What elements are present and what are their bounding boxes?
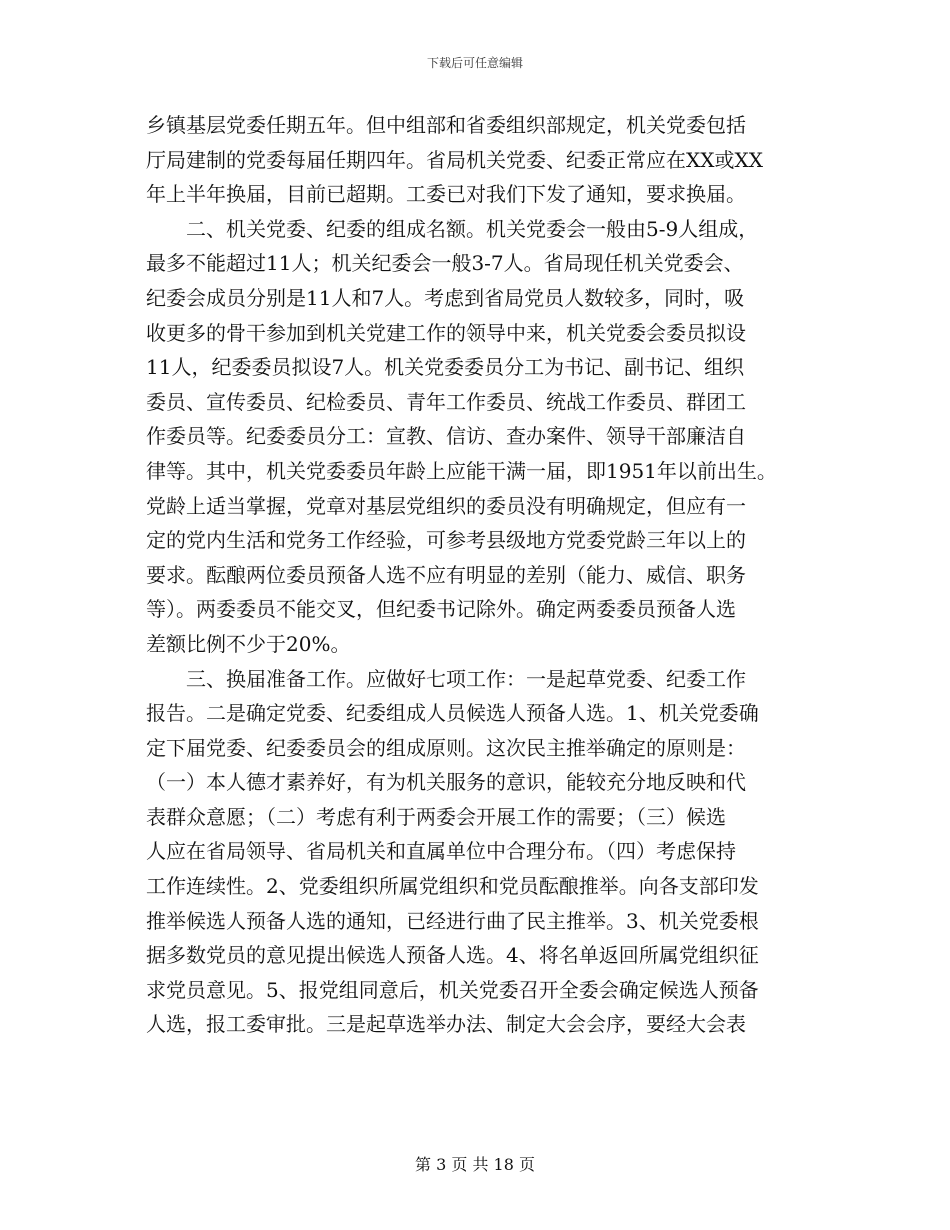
page-number-footer: 第 3 页 共 18 页: [415, 1155, 535, 1174]
body-line: 等）。两委委员不能交叉，但纪委书记除外。确定两委委员预备人选: [146, 597, 736, 622]
body-line: 定的党内生活和党务工作经验，可参考县级地方党委党龄三年以上的: [146, 528, 746, 553]
body-line: 工作连续性。2、党委组织所属党组织和党员酝酿推举。向各支部印发: [146, 874, 759, 899]
body-line: 年上半年换届，目前已超期。工委已对我们下发了通知，要求换届。: [146, 182, 746, 207]
body-line: （一）本人德才素养好，有为机关服务的意识，能较充分地反映和代: [146, 770, 746, 795]
body-line: 差额比例不少于20%。: [146, 631, 351, 656]
body-line: 表群众意愿；（二）考虑有利于两委会开展工作的需要；（三）候选: [146, 804, 726, 829]
body-line: 要求。酝酿两位委员预备人选不应有明显的差别（能力、威信、职务: [146, 562, 746, 587]
body-line: 人选，报工委审批。三是起草选举办法、制定大会会序，要经大会表: [146, 1012, 746, 1037]
document-body: [146, 108, 816, 1042]
body-line: 最多不能超过11人；机关纪委会一般3-7人。省局现任机关党委会、: [146, 251, 744, 276]
body-line: 报告。二是确定党委、纪委组成人员候选人预备人选。1、机关党委确: [146, 701, 759, 726]
body-line: 推举候选人预备人选的通知，已经进行曲了民主推举。3、机关党委根: [146, 908, 759, 933]
body-line: 二、机关党委、纪委的组成名额。机关党委会一般由5-9人组成，: [146, 216, 759, 241]
body-line: 党龄上适当掌握，党章对基层党组织的委员没有明确规定，但应有一: [146, 493, 746, 518]
body-line: 厅局建制的党委每届任期四年。省局机关党委、纪委正常应在XX或XX: [146, 147, 763, 172]
body-line: 律等。其中，机关党委委员年龄上应能干满一届，即1951年以前出生。: [146, 458, 777, 483]
body-line: 定下届党委、纪委委员会的组成原则。这次民主推举确定的原则是：: [146, 735, 746, 760]
body-line: 纪委会成员分别是11人和7人。考虑到省局党员人数较多，同时，吸: [146, 285, 745, 310]
page-header-note: 下载后可任意编辑: [426, 56, 523, 70]
body-line: 人应在省局领导、省局机关和直属单位中合理分布。（四）考虑保持: [146, 839, 736, 864]
body-line: 作委员等。纪委委员分工：宣教、信访、查办案件、领导干部廉洁自: [146, 424, 746, 449]
body-line: 委员、宣传委员、纪检委员、青年工作委员、统战工作委员、群团工: [146, 389, 746, 414]
body-line: 乡镇基层党委任期五年。但中组部和省委组织部规定，机关党委包括: [146, 113, 746, 137]
body-line: 据多数党员的意见提出候选人预备人选。4、将名单返回所属党组织征: [146, 943, 759, 968]
body-line: 三、换届准备工作。应做好七项工作：一是起草党委、纪委工作: [146, 666, 746, 691]
body-line: 收更多的骨干参加到机关党建工作的领导中来，机关党委会委员拟设: [146, 320, 746, 345]
body-line: 11人，纪委委员拟设7人。机关党委委员分工为书记、副书记、组织: [146, 355, 745, 380]
body-line: 求党员意见。5、报党组同意后，机关党委召开全委会确定候选人预备: [146, 977, 759, 1002]
